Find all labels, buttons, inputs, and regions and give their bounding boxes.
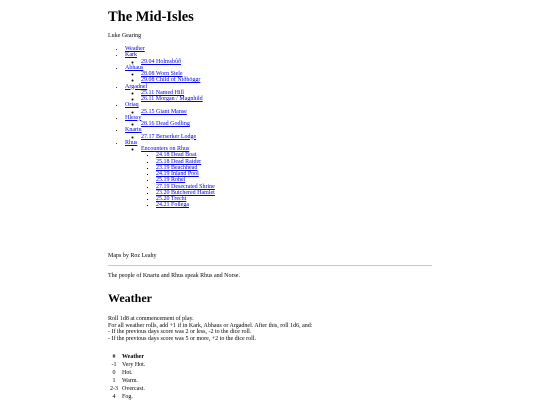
weather-table	[108, 353, 147, 401]
weather-cell: Fog.	[122, 394, 133, 400]
toc-link-holmsbud[interactable]: 29.04 Holmsbûð	[141, 58, 182, 65]
toc-link-follega[interactable]: 24.21 Follega	[156, 202, 189, 209]
toc-link-morgan-magnhild[interactable]: 26.11 Morgan / Magnhild	[141, 96, 203, 102]
toc-link-dead-boat[interactable]: 24.18 Dead Boat	[156, 152, 197, 159]
toc-item-abhaus	[125, 65, 215, 84]
weather-cell: Very Hot.	[122, 362, 146, 368]
roll-cell: 4	[112, 394, 116, 400]
toc-link-named-hill[interactable]: 25.11 Named Hill	[141, 89, 184, 96]
author-name: Luke Gearing	[108, 33, 142, 39]
table-header-row	[108, 353, 147, 361]
weather-rule-line: - If the previous days score was 2 or less, -2 to the dice roll.	[108, 329, 252, 336]
weather-cell: Overcast.	[122, 386, 145, 392]
toc-sublist-rhus	[125, 146, 215, 209]
toc-link-trecht[interactable]: 25.20 Trecht	[156, 196, 187, 202]
toc-link-dead-raider[interactable]: 25.18 Dead Raider	[156, 158, 202, 165]
toc-subitem	[141, 146, 215, 209]
toc-sublist-abhaus	[125, 71, 215, 84]
toc-item-hlessy	[125, 115, 215, 128]
toc-sublist-argadnel	[125, 90, 215, 103]
roll-cell: 2-3	[110, 386, 118, 392]
toc-item-knartu	[125, 127, 215, 140]
toc-link-berserker-lodge[interactable]: 27.17 Berserker Lodge	[141, 133, 197, 140]
section-divider	[108, 265, 432, 266]
language-note: The people of Knartu and Rhus speak Rhus and Norse.	[108, 273, 240, 279]
table-row	[108, 393, 147, 401]
toc-item-argadnel	[125, 84, 215, 103]
page-title: The Mid-Isles	[108, 9, 194, 25]
weather-cell: Warm.	[122, 378, 139, 384]
toc-link-weather[interactable]: Weather	[125, 46, 145, 52]
toc-link-hlessy[interactable]: Hlessy	[125, 114, 142, 121]
toc-item-kark	[125, 52, 215, 65]
toc-link-desecrated-shrine[interactable]: 27.19 Desecrated Shrine	[156, 183, 215, 190]
column-header-weather: Weather	[122, 354, 144, 360]
toc-subitem	[156, 202, 215, 208]
toc-link-rohel[interactable]: 25.19 Rohel	[156, 177, 186, 184]
toc-link-kark[interactable]: Kark	[125, 52, 137, 59]
toc-link-worn-stele[interactable]: 28.08 Worn Stele	[141, 71, 183, 77]
toc-link-encounters-on-rhus[interactable]: Encounters on Rhus	[141, 146, 190, 152]
column-header-number: #	[112, 354, 116, 360]
table-row	[108, 361, 147, 369]
weather-rule-line: For all weather rolls, add +1 if in Kark, Abhaus or Argadnel. After this, roll 1d6, and:	[108, 322, 313, 329]
weather-cell: Hot.	[122, 370, 133, 376]
maps-credit: Maps by Roz Leahy	[108, 253, 157, 259]
table-row	[108, 385, 147, 393]
toc-item-oriaq	[125, 102, 215, 115]
toc-link-child-of-nidhoggr[interactable]: 29.08 Child of Niðhöggr	[141, 77, 201, 84]
toc-link-abhaus[interactable]: Abhaus	[125, 64, 144, 71]
toc-link-argadnel[interactable]: Argadnel	[125, 83, 148, 90]
table-row	[108, 369, 147, 377]
table-of-contents	[108, 46, 215, 209]
roll-cell: -1	[111, 362, 117, 368]
toc-link-rhus[interactable]: Rhus	[125, 139, 138, 146]
weather-rules	[108, 316, 312, 342]
weather-heading: Weather	[108, 291, 152, 305]
toc-link-beachhead[interactable]: 23.19 Beachhead	[156, 164, 198, 171]
toc-link-dead-godling[interactable]: 28.16 Dead Godling	[141, 121, 190, 127]
roll-cell: 0	[112, 370, 116, 376]
toc-link-butchered-hamlet[interactable]: 23.20 Butchered Hamlet	[156, 189, 215, 196]
toc-link-inland-pool[interactable]: 24.19 Inland Pool	[156, 171, 199, 177]
toc-link-giant-manse[interactable]: 25.15 Giant Manse	[141, 108, 187, 115]
toc-sublist-rhus-locations	[141, 152, 215, 208]
toc-link-knartu[interactable]: Knartu	[125, 127, 142, 134]
table-row	[108, 377, 147, 385]
toc-link-oriaq[interactable]: Oriaq	[125, 102, 139, 109]
weather-rule-line: - If the previous days score was 5 or more, +2 to the dice roll.	[108, 335, 257, 342]
toc-item-rhus	[125, 140, 215, 209]
weather-rule-line: Roll 1d8 at commencement of play.	[108, 316, 194, 322]
roll-cell: 1	[112, 378, 116, 384]
